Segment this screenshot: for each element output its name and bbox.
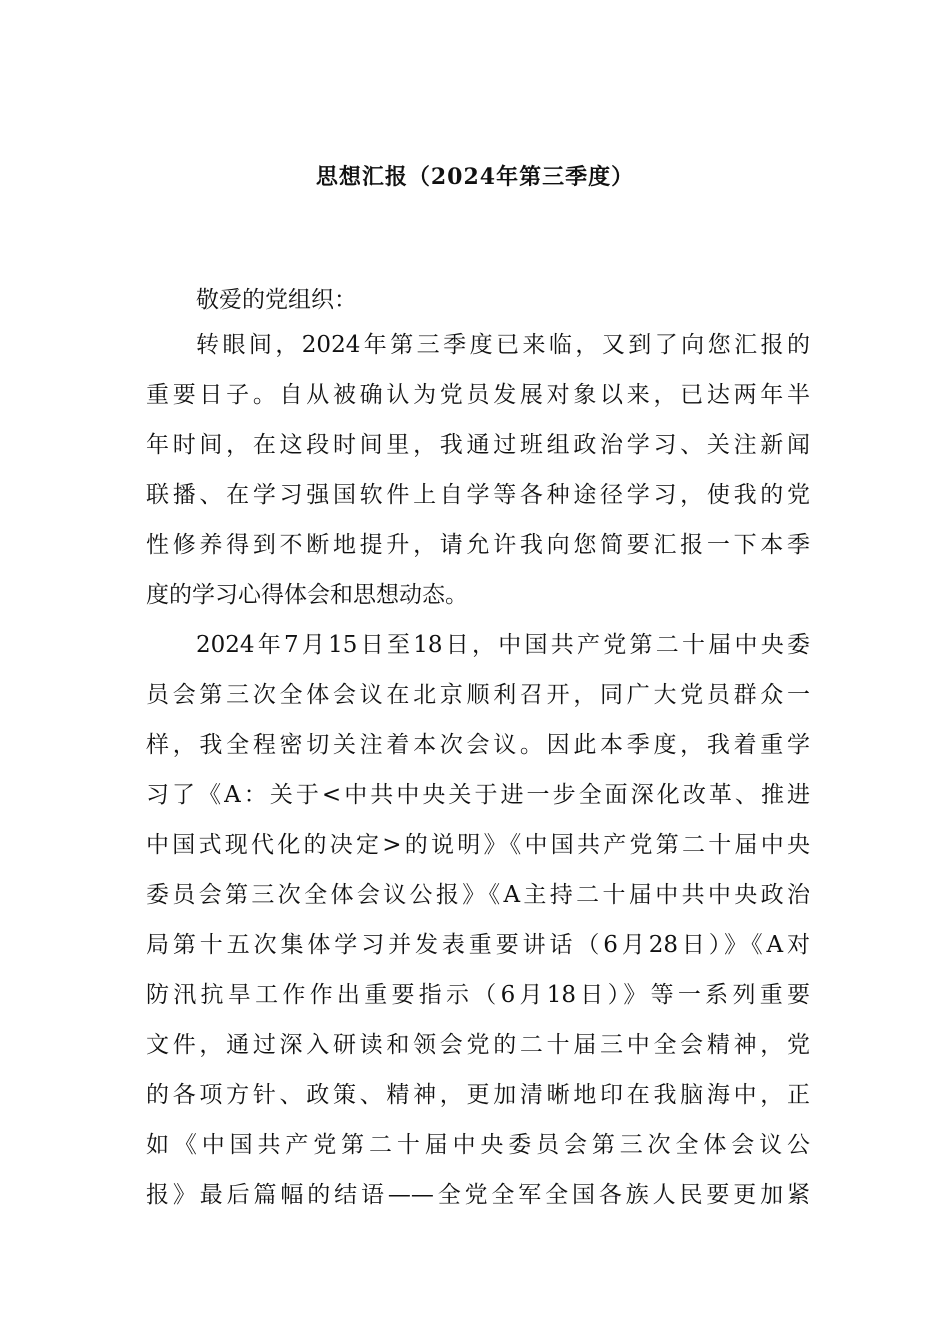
paragraph-1-line: 转眼间，2024年第三季度已来临，又到了向您汇报的 xyxy=(196,332,810,358)
paragraph-2-line: 中国式现代化的决定>的说明》《中国共产党第二十届中央 xyxy=(146,832,810,858)
paragraph-2-line: 如《中国共产党第二十届中央委员会第三次全体会议公 xyxy=(146,1132,810,1158)
paragraph-1-line: 重要日子。自从被确认为党员发展对象以来，已达两年半 xyxy=(146,382,810,408)
paragraph-2-line: 委员会第三次全体会议公报》《A主持二十届中共中央政治 xyxy=(146,882,810,908)
paragraph-1-line: 度的学习心得体会和思想动态。 xyxy=(146,582,468,608)
paragraph-2-line: 2024年7月15日至18日，中国共产党第二十届中央委 xyxy=(196,632,810,658)
paragraph-1-line: 年时间，在这段时间里，我通过班组政治学习、关注新闻 xyxy=(146,432,810,458)
paragraph-2-line: 样，我全程密切关注着本次会议。因此本季度，我着重学 xyxy=(146,732,810,758)
salutation: 敬爱的党组织： xyxy=(196,287,357,313)
document-title: 思想汇报（2024年第三季度） xyxy=(315,164,635,190)
paragraph-2-line: 报》最后篇幅的结语——全党全军全国各族人民要更加紧 xyxy=(146,1182,810,1208)
paragraph-2-line: 局第十五次集体学习并发表重要讲话（6月28日）》《A对 xyxy=(146,932,810,958)
paragraph-2-line: 文件，通过深入研读和领会党的二十届三中全会精神，党 xyxy=(146,1032,810,1058)
paragraph-2-line: 习了《A：关于<中共中央关于进一步全面深化改革、推进 xyxy=(146,782,810,808)
paragraph-1-line: 性修养得到不断地提升，请允许我向您简要汇报一下本季 xyxy=(146,532,810,558)
paragraph-1-line: 联播、在学习强国软件上自学等各种途径学习，使我的党 xyxy=(146,482,810,508)
paragraph-2-line: 员会第三次全体会议在北京顺利召开，同广大党员群众一 xyxy=(146,682,810,708)
paragraph-2-line: 的各项方针、政策、精神，更加清晰地印在我脑海中，正 xyxy=(146,1082,810,1108)
paragraph-2-line: 防汛抗旱工作作出重要指示（6月18日）》等一系列重要 xyxy=(146,982,810,1008)
